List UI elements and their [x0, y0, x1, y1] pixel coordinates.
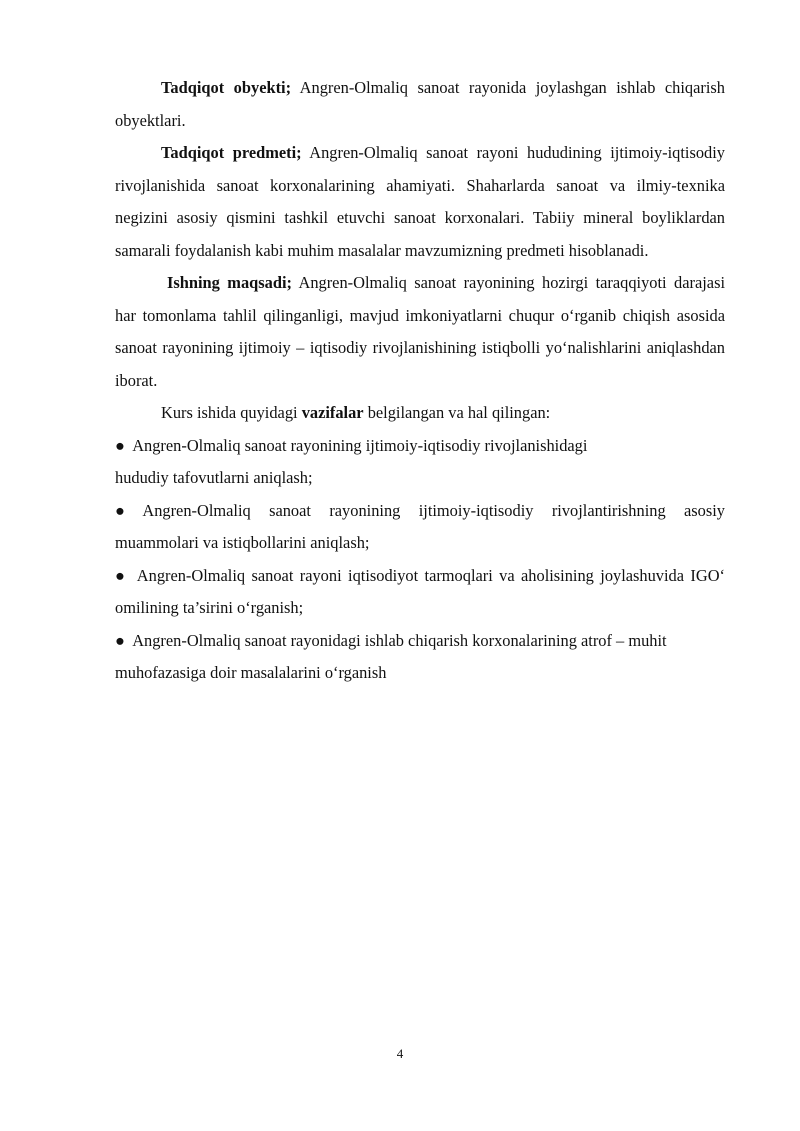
tasks-intro-before: Kurs ishida quyidagi: [161, 403, 302, 422]
task-bullet-3: [115, 560, 725, 625]
tasks-intro-after: belgilangan va hal qilingan:: [363, 403, 551, 422]
research-subject-label: Tadqiqot predmeti;: [161, 143, 302, 162]
work-goal-paragraph: [115, 267, 725, 397]
task-bullet-2: [115, 495, 725, 560]
tasks-intro-paragraph: [115, 397, 725, 430]
task-bullet-4-text: Angren-Olmaliq sanoat rayonidagi ishlab chiqarish korxonalarining atrof – muhit muhofazasiga doir masalalarini o‘rganish: [115, 630, 667, 682]
task-bullet-4: [115, 625, 725, 690]
task-bullet-1-line1: Angren-Olmaliq sanoat rayonining ijtimoiy-iqtisodiy rivojlanishidagi: [132, 435, 588, 455]
work-goal-label: Ishning maqsadi;: [167, 273, 292, 292]
bullet-dot-icon: ●: [115, 565, 125, 585]
page-body: [115, 72, 725, 690]
task-bullet-1: [115, 430, 725, 495]
bullet-dot-icon: ●: [115, 630, 125, 650]
research-object-text: Angren-Olmaliq sanoat rayonida joylashgan ishlab chiqarish obyektlari.: [115, 78, 725, 130]
task-bullet-3-text: Angren-Olmaliq sanoat rayoni iqtisodiyot tarmoqlari va aholisining joylashuvida IGO‘ omilining ta’sirini o‘rganish;: [115, 565, 725, 617]
work-goal-text: Angren-Olmaliq sanoat rayonining hozirgi taraqqiyoti darajasi har tomonlama tahlil qilinganligi, mavjud imkoniyatlarni chuqur o‘rganib chiqish asosida sanoat rayonining ijtimoiy – iqtisodiy rivojlanishining istiqbolli yo‘nalishlarini aniqlashdan iborat.: [115, 273, 726, 390]
bullet-dot-icon: ●: [115, 435, 125, 455]
task-bullet-2-text: Angren-Olmaliq sanoat rayonining ijtimoiy-iqtisodiy rivojlantirishning asosiy muammolari va istiqbollarini aniqlash;: [115, 500, 725, 552]
page-number: 4: [396, 1046, 404, 1061]
research-object-label: Tadqiqot obyekti;: [161, 78, 292, 97]
task-bullet-1-line2: hududiy tafovutlarni aniqlash;: [115, 468, 313, 487]
bullet-dot-icon: ●: [115, 500, 125, 520]
research-subject-paragraph: [115, 137, 725, 267]
tasks-intro-bold: vazifalar: [301, 403, 364, 422]
research-object-paragraph: [115, 72, 725, 137]
research-subject-text: Angren-Olmaliq sanoat rayoni hududining ijtimoiy-iqtisodiy rivojlanishida sanoat korxonalarining ahamiyati. Shaharlarda sanoat va ilmiy-texnika negizini asosiy qismini tashkil etuvchi sanoat korxonalari. Tabiiy mineral boyliklardan samarali foydalanish kabi muhim masalalar mavzumizning predmeti hisoblanadi.: [115, 143, 725, 260]
